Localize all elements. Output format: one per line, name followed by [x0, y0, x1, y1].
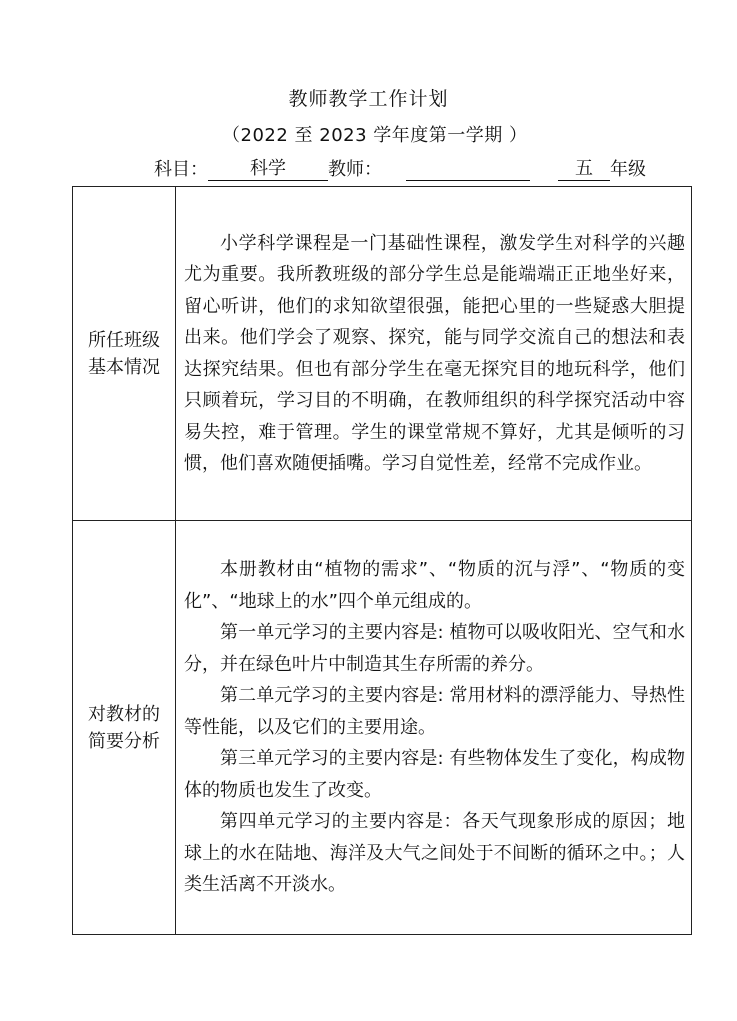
table-row	[73, 521, 692, 935]
grade-field: 五	[558, 158, 610, 181]
teacher-field	[406, 158, 530, 181]
paragraph: 第一单元学习的主要内容是: 植物可以吸收阳光、空气和水分，并在绿色叶片中制造其生存所需的养分。	[184, 622, 685, 675]
subject-field: 科学	[208, 158, 328, 181]
class-situation-content	[176, 187, 692, 521]
plan-table	[72, 186, 692, 935]
textbook-analysis-content	[176, 521, 692, 935]
class-situation-heading: 所任班级基本情况	[73, 187, 176, 521]
teacher-label: 教师：	[328, 159, 382, 180]
grade-label: 年级	[610, 159, 646, 180]
paragraph: 第三单元学习的主要内容是: 有些物体发生了变化，构成物体的物质也发生了改变。	[184, 748, 685, 801]
textbook-analysis-heading: 对教材的简要分析	[73, 521, 176, 935]
meta-line	[154, 158, 646, 181]
academic-year: （2022 至 2023 学年度第一学期 ）	[222, 125, 528, 146]
paragraph: 本册教材由“植物的需求”、“物质的沉与浮”、“物质的变化”、“地球上的水”四个单元组成的。	[184, 559, 685, 612]
paragraph: 第二单元学习的主要内容是: 常用材料的漂浮能力、导热性等性能，以及它们的主要用途。	[184, 685, 685, 738]
page-title: 教师教学工作计划	[288, 88, 449, 110]
paragraph: 小学科学课程是一门基础性课程，激发学生对科学的兴趣尤为重要。我所教班级的部分学生总是能端端正正地坐好来，留心听讲，他们的求知欲望很强，能把心里的一些疑惑大胆提出来。他们学会了观察、探究，能与同学交流自己的想法和表达探究结果。但也有部分学生在毫无探究目的地玩科学，他们只顾着玩，学习目的不明确，在教师组织的科学探究活动中容易失控，难于管理。学生的课堂常规不算好，尤其是倾听的习惯，他们喜欢随便插嘴。学习自觉性差，经常不完成作业。	[184, 232, 685, 474]
subject-label: 科目：	[154, 159, 208, 180]
paragraph: 第四单元学习的主要内容是：各天气现象形成的原因；地球上的水在陆地、海洋及大气之间处于不间断的循环之中。；人类生活离不开淡水。	[184, 811, 685, 896]
table-row	[73, 187, 692, 521]
